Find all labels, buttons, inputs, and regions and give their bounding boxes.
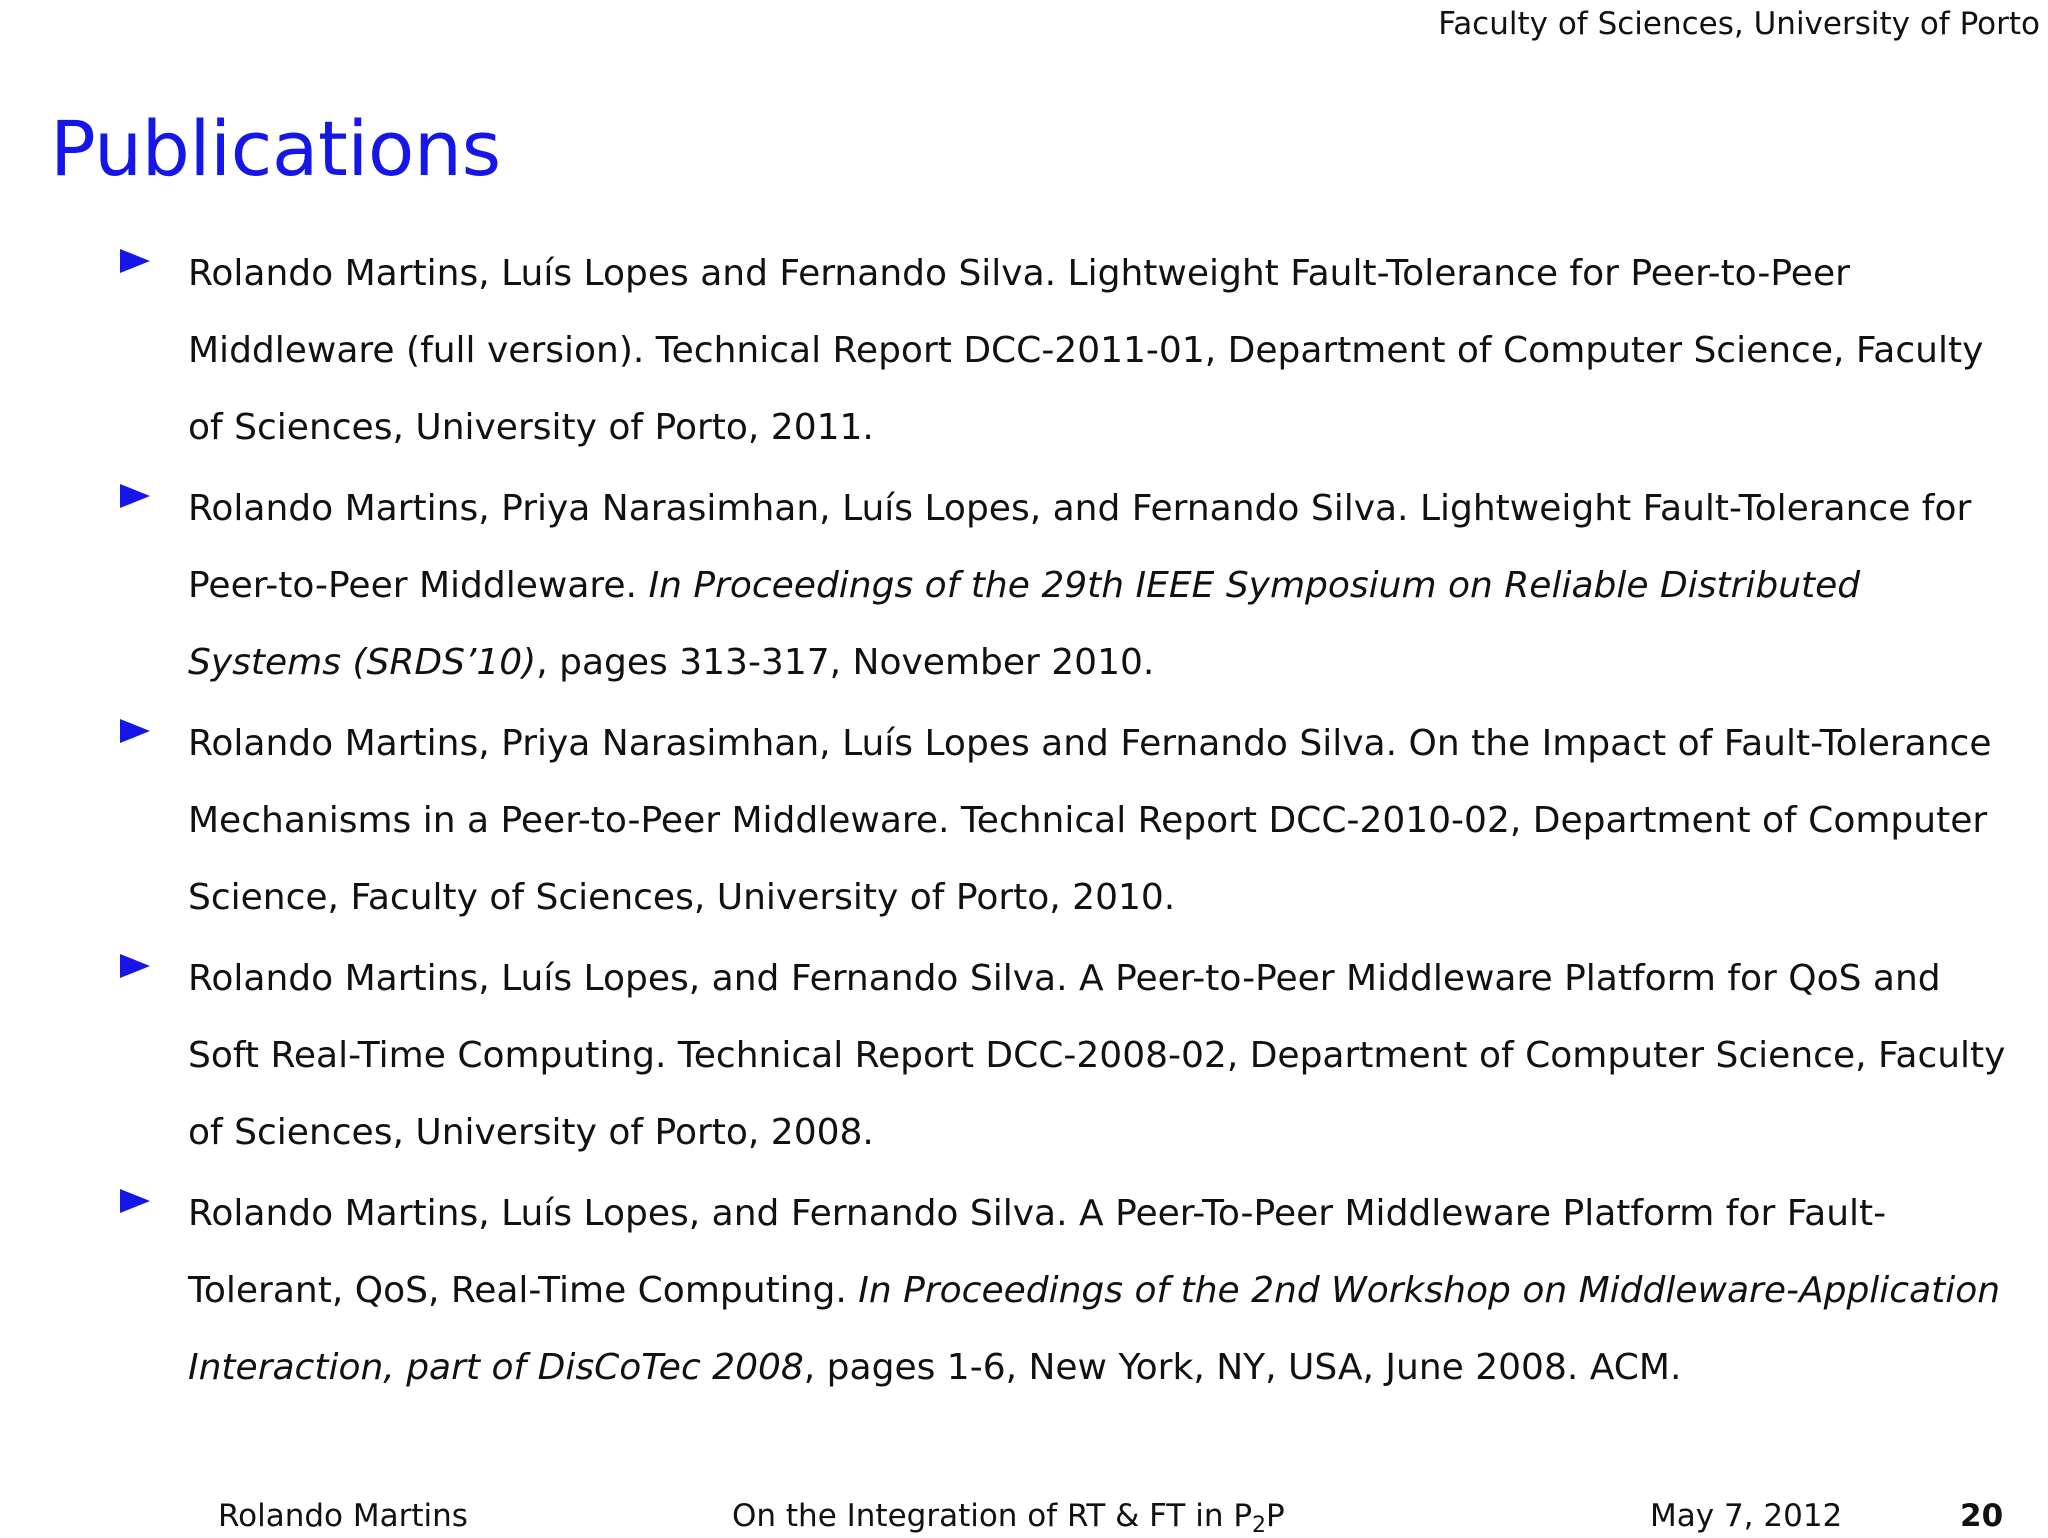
publication-item	[120, 1175, 2010, 1406]
publication-item	[120, 940, 2010, 1171]
footer-talk-title	[732, 1498, 1285, 1538]
footer-talk-title-suffix: P	[1266, 1498, 1285, 1534]
triangle-bullet-icon	[120, 484, 150, 508]
triangle-bullet-icon	[120, 954, 150, 978]
publication-item	[120, 235, 2010, 466]
publication-text: Rolando Martins, Priya Narasimhan, Luís Lopes, and Fernando Silva. Lightweight Fault-Tolerance for Peer-to-Peer Middleware.	[188, 488, 1972, 606]
publication-details: , pages 1-6, New York, NY, USA, June 2008. ACM.	[803, 1347, 1682, 1388]
footer-page-number: 20	[1960, 1498, 2004, 1534]
triangle-bullet-icon	[120, 249, 150, 273]
publication-details: , pages 313-317, November 2010.	[536, 642, 1155, 683]
publication-venue: In Proceedings of the 2nd Workshop on Middleware-Application Interaction, part of DisCoTec 2008	[188, 1270, 2001, 1388]
footer-talk-title-prefix: On the Integration of RT & FT in P	[732, 1498, 1253, 1534]
footer-date: May 7, 2012	[1650, 1498, 1843, 1534]
publication-text: Rolando Martins, Luís Lopes, and Fernando Silva. A Peer-to-Peer Middleware Platform for QoS and Soft Real-Time Computing. Technical Report DCC-2008-02, Department of Computer Science, Faculty of Sciences, University of Porto, 2008.	[188, 958, 2006, 1153]
publication-list	[120, 235, 2010, 1410]
publication-text: Rolando Martins, Luís Lopes, and Fernando Silva. A Peer-To-Peer Middleware Platform for Fault-Tolerant, QoS, Real-Time Computing.	[188, 1193, 1887, 1311]
publication-text: Rolando Martins, Priya Narasimhan, Luís Lopes and Fernando Silva. On the Impact of Fault-Tolerance Mechanisms in a Peer-to-Peer Middleware. Technical Report DCC-2010-02, Department of Computer Science, Faculty of Sciences, University of Porto, 2010.	[188, 723, 1992, 918]
publication-item	[120, 470, 2010, 701]
publication-text: Rolando Martins, Luís Lopes and Fernando Silva. Lightweight Fault-Tolerance for Peer-to-Peer Middleware (full version). Technical Report DCC-2011-01, Department of Computer Science, Faculty of Sciences, University of Porto, 2011.	[188, 253, 1984, 448]
publication-item	[120, 705, 2010, 936]
triangle-bullet-icon	[120, 1189, 150, 1213]
footer	[0, 1498, 2048, 1536]
publication-venue: In Proceedings of the 29th IEEE Symposium on Reliable Distributed Systems (SRDS’10)	[188, 565, 1861, 683]
footer-author: Rolando Martins	[218, 1498, 468, 1534]
slide-title: Publications	[50, 104, 501, 193]
triangle-bullet-icon	[120, 719, 150, 743]
header-affiliation: Faculty of Sciences, University of Porto	[1438, 6, 2040, 42]
footer-talk-title-subscript: 2	[1252, 1513, 1267, 1538]
